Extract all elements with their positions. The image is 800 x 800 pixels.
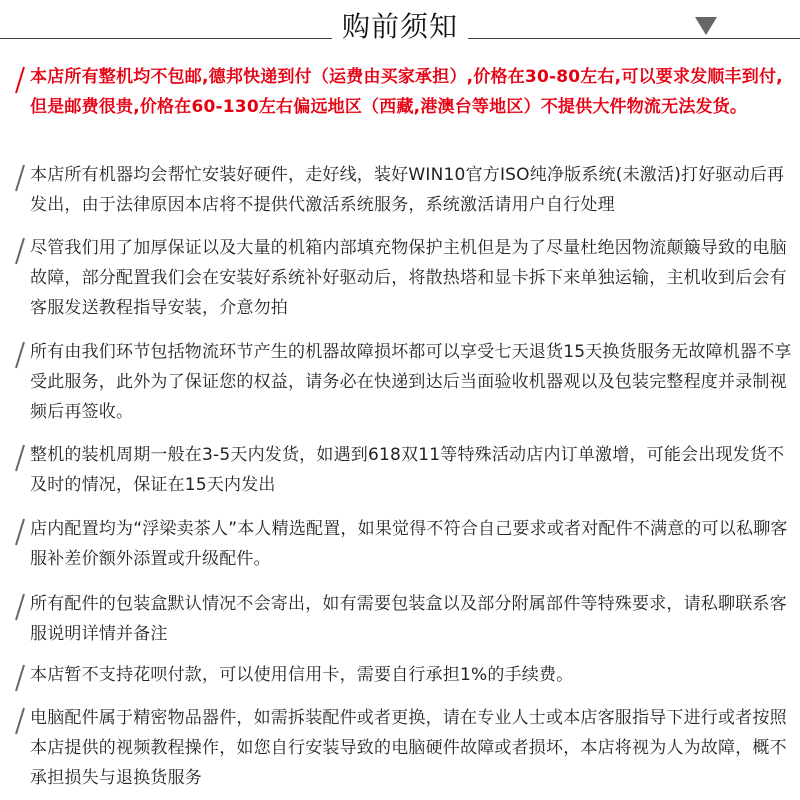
- notice-disassembly: [30, 703, 794, 793]
- notice-shipping: [30, 62, 794, 122]
- slash-icon: [14, 444, 26, 472]
- notice-text: 本店所有整机均不包邮,德邦快递到付（运费由买家承担）,价格在30-80左右,可以要求发顺丰到付,但是邮费很贵,价格在60-130左右偏远地区（西藏,港澳台等地区）不提供大件物流无法发货。: [30, 67, 783, 117]
- notice-text: 本店暂不支持花呗付款，可以使用信用卡，需要自行承担1%的手续费。: [30, 665, 574, 685]
- slash-icon: [14, 341, 26, 369]
- notice-text: 电脑配件属于精密物品器件，如需拆装配件或者更换，请在专业人士或本店客服指导下进行或者按照本店提供的视频教程操作，如您自行安装导致的电脑硬件故障或者损坏，本店将视为人为故障，概不承担损失与退换货服务: [30, 708, 787, 788]
- slash-icon: [14, 707, 26, 735]
- page-title: [0, 9, 800, 45]
- notice-returns: [30, 337, 794, 427]
- slash-icon: [14, 237, 26, 265]
- page-title-text: 购前须知: [332, 10, 468, 43]
- slash-icon: [14, 593, 26, 621]
- notice-payment: [30, 660, 794, 690]
- slash-icon: [14, 164, 26, 192]
- notice-boxes: [30, 589, 794, 649]
- notice-text: 整机的装机周期一般在3-5天内发货，如遇到618双11等特殊活动店内订单激增，可能会出现发货不及时的情况，保证在15天内发出: [30, 445, 785, 495]
- notice-text: 所有配件的包装盒默认情况不会寄出，如有需要包装盒以及部分附属部件等特殊要求，请私聊联系客服说明详情并备注: [30, 594, 787, 644]
- slash-icon: [14, 518, 26, 546]
- notice-packaging: [30, 233, 794, 323]
- triangle-down-icon: [694, 15, 718, 37]
- slash-icon: [14, 66, 26, 94]
- slash-icon: [14, 664, 26, 692]
- notice-text: 所有由我们环节包括物流环节产生的机器故障损坏都可以享受七天退货15天换货服务无故障机器不享受此服务，此外为了保证您的权益，请务必在快递到达后当面验收机器观以及包装完整程度并录制视频后再签收。: [30, 342, 792, 422]
- notice-build-time: [30, 440, 794, 500]
- notice-text: 店内配置均为“浮梁卖茶人”本人精选配置，如果觉得不符合自己要求或者对配件不满意的可以私聊客服补差价额外添置或升级配件。: [30, 519, 788, 569]
- notice-configuration: [30, 514, 794, 574]
- notice-text: 本店所有机器均会帮忙安装好硬件，走好线，装好WIN10官方ISO纯净版系统(未激活)打好驱动后再发出，由于法律原因本店将不提供代激活系统服务，系统激活请用户自行处理: [30, 165, 785, 215]
- header: [0, 0, 800, 54]
- notice-installation: [30, 160, 794, 220]
- notice-text: 尽管我们用了加厚保证以及大量的机箱内部填充物保护主机但是为了尽量杜绝因物流颠簸导致的电脑故障，部分配置我们会在安装好系统补好驱动后，将散热塔和显卡拆下来单独运输，主机收到后会有客服发送教程指导安装，介意勿拍: [30, 238, 787, 318]
